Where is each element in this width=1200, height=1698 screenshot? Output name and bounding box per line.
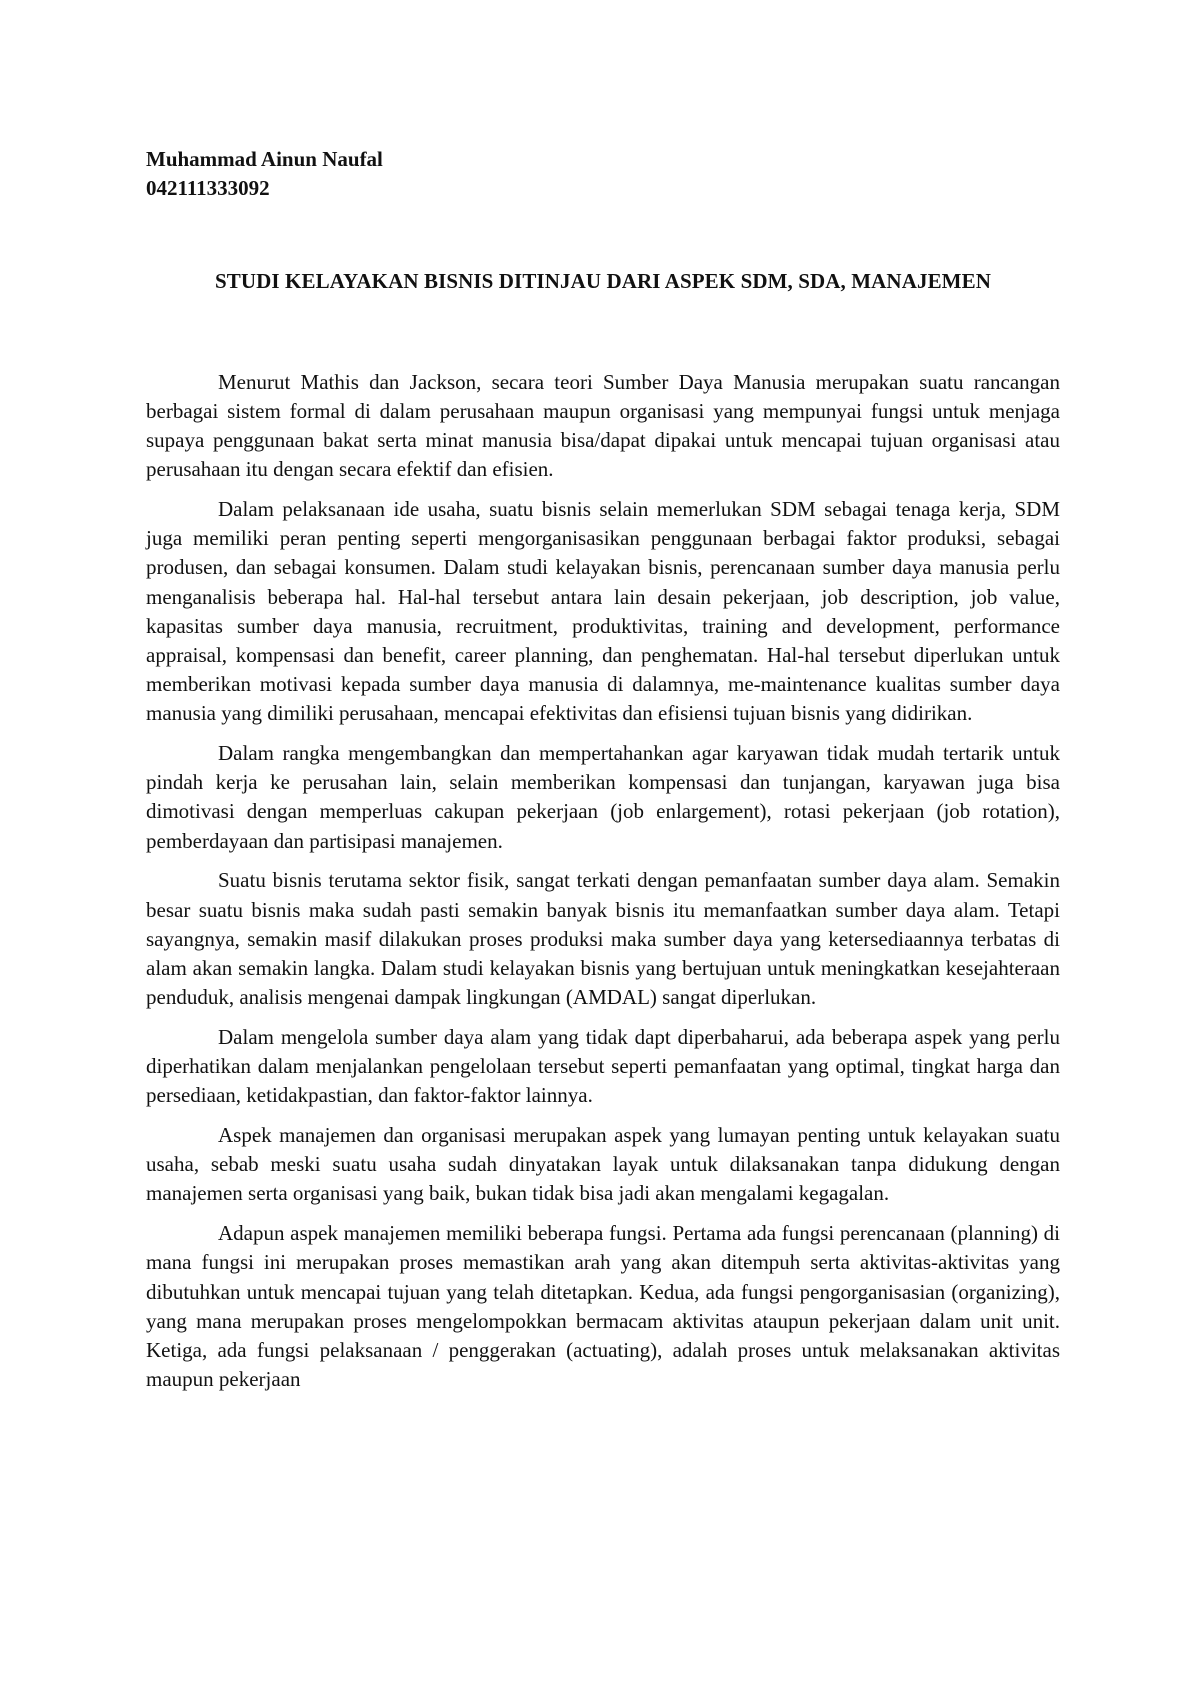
document-page <box>146 145 1060 1405</box>
paragraph-6: Aspek manajemen dan organisasi merupakan aspek yang lumayan penting untuk kelayakan suatu usaha, sebab meski suatu usaha sudah dinyatakan layak untuk dilaksanakan tanpa didukung dengan manajemen serta organisasi yang baik, bukan tidak bisa jadi akan mengalami kegagalan. <box>146 1122 1060 1206</box>
paragraph-7: Adapun aspek manajemen memiliki beberapa fungsi. Pertama ada fungsi perencanaan (planning) di mana fungsi ini merupakan proses memastikan arah yang akan ditempuh serta aktivitas-aktivitas yang dibutuhkan untuk mencapai tujuan yang telah ditetapkan. Kedua, ada fungsi pengorganisasian (organizing), yang mana merupakan proses mengelompokkan bermacam aktivitas ataupun pekerjaan dalam unit unit. Ketiga, ada fungsi pelaksanaan / penggerakan (actuating), adalah proses untuk melaksanakan aktivitas maupun pekerjaan <box>146 1221 1060 1392</box>
paragraph-5: Dalam mengelola sumber daya alam yang tidak dapt diperbaharui, ada beberapa aspek yang perlu diperhatikan dalam menjalankan pengelolaan tersebut seperti pemanfaatan yang optimal, tingkat harga dan persediaan, ketidakpastian, dan faktor-faktor lainnya. <box>146 1024 1060 1108</box>
paragraph-1: Menurut Mathis dan Jackson, secara teori Sumber Daya Manusia merupakan suatu rancangan berbagai sistem formal di dalam perusahaan maupun organisasi yang mempunyai fungsi untuk menjaga supaya penggunaan bakat serta minat manusia bisa/dapat dipakai untuk mencapai tujuan organisasi atau perusahaan itu dengan secara efektif dan efisien. <box>146 369 1060 482</box>
paragraph-4: Suatu bisnis terutama sektor fisik, sangat terkati dengan pemanfaatan sumber daya alam. Semakin besar suatu bisnis maka sudah pasti semakin banyak bisnis itu memanfaatkan sumber daya alam. Tetapi sayangnya, semakin masif dilakukan proses produksi maka sumber daya yang ketersediaannya terbatas di alam akan semakin langka. Dalam studi kelayakan bisnis yang bertujuan untuk meningkatkan kesejahteraan penduduk, analisis mengenai dampak lingkungan (AMDAL) sangat diperlukan. <box>146 868 1060 1010</box>
document-body <box>146 368 1060 1395</box>
author-name: Muhammad Ainun Naufal <box>146 147 383 171</box>
student-id: 042111333092 <box>146 176 270 201</box>
document-title: STUDI KELAYAKAN BISNIS DITINJAU DARI ASPEK SDM, SDA, MANAJEMEN <box>215 269 991 294</box>
paragraph-3: Dalam rangka mengembangkan dan mempertahankan agar karyawan tidak mudah tertarik untuk pindah kerja ke perusahan lain, selain memberikan kompensasi dan tunjangan, karyawan juga bisa dimotivasi dengan memperluas cakupan pekerjaan (job enlargement), rotasi pekerjaan (job rotation), pemberdayaan dan partisipasi manajemen. <box>146 741 1060 853</box>
paragraph-2: Dalam pelaksanaan ide usaha, suatu bisnis selain memerlukan SDM sebagai tenaga kerja, SDM juga memiliki peran penting seperti mengorganisasikan penggunaan berbagai faktor produksi, sebagai produsen, dan sebagai konsumen. Dalam studi kelayakan bisnis, perencanaan sumber daya manusia perlu menganalisis beberapa hal. Hal-hal tersebut antara lain desain pekerjaan, job description, job value, kapasitas sumber daya manusia, recruitment, produktivitas, training and development, performance appraisal, kompensasi dan benefit, career planning, dan penghematan. Hal-hal tersebut diperlukan untuk memberikan motivasi kepada sumber daya manusia di dalamnya, me-maintenance kualitas sumber daya manusia yang dimiliki perusahaan, mencapai efektivitas dan efisiensi tujuan bisnis yang didirikan. <box>146 496 1060 726</box>
